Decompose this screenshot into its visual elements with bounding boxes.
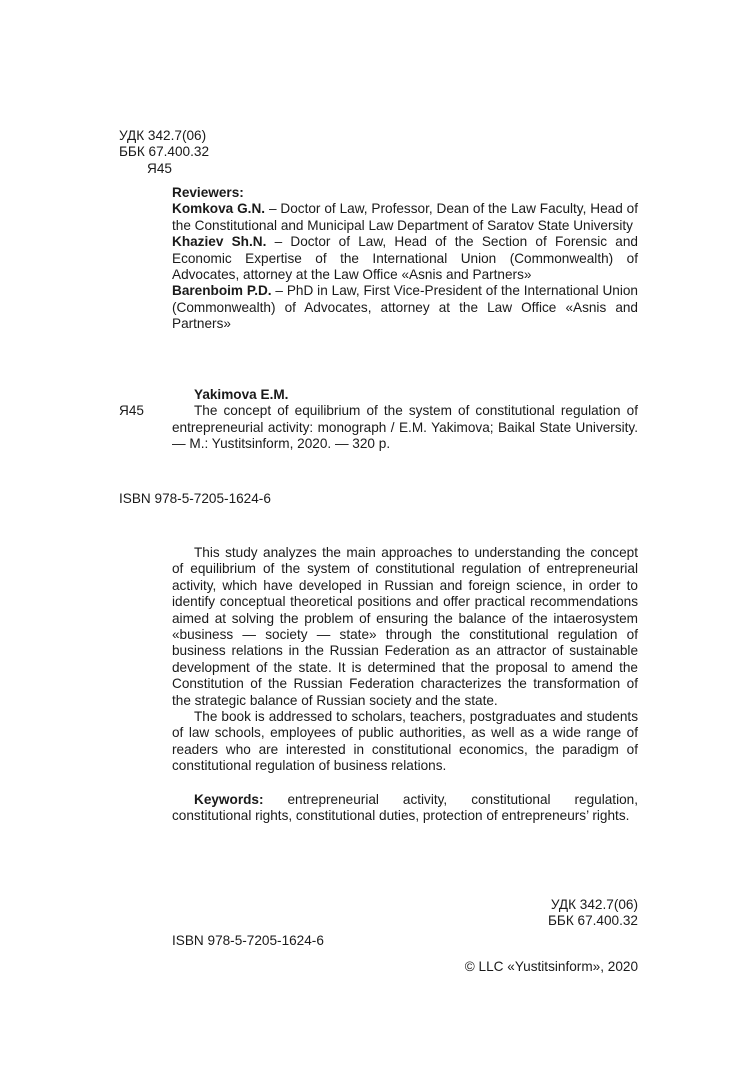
reviewer-entry xyxy=(172,234,638,283)
author-sign: Я45 xyxy=(147,160,172,176)
reviewer-details: – PhD in Law, First Vice-President of the International Union (Commonwealth) of Advocates, attorney at the Law Office «Asnis and Partners» xyxy=(172,283,638,332)
record-entry xyxy=(119,403,638,452)
footer-classification-codes xyxy=(460,897,638,930)
keywords-label: Keywords: xyxy=(194,791,264,807)
abstract-paragraph: This study analyzes the main approaches to understanding the concept of equilibrium of the system of constitutional regulation of entrepreneurial activity, which have developed in Russian and foreign science, in order to identify conceptual theoretical positions and offer practical recommendations aimed at solving the problem of ensuring the balance of the intaerosystem «business — society — state» through the constitutional regulation of business relations in the Russian Federation as an attractor of sustainable development of the state. It is determined that the proposal to amend the Constitution of the Russian Federation characterizes the transformation of the strategic balance of Russian society and the state. xyxy=(172,545,638,708)
keywords-text: entrepreneurial activity, constitutional regulation, constitutional rights, constitutional duties, protection of entrepreneurs’ rights. xyxy=(172,791,638,824)
footer-isbn: ISBN 978-5-7205-1624-6 xyxy=(172,933,324,948)
record-author-sign: Я45 xyxy=(119,403,144,419)
reviewer-name: Khaziev Sh.N. xyxy=(172,234,267,250)
reviewers-heading: Reviewers: xyxy=(172,185,244,200)
reviewers-section xyxy=(172,185,638,333)
isbn: ISBN 978-5-7205-1624-6 xyxy=(119,491,271,506)
udc-code: УДК 342.7(06) xyxy=(119,128,207,143)
record-description: The concept of equilibrium of the system of constitutional regulation of entrepreneurial activity: monograph / E.M. Yakimova; Baikal State University. — M.: Yustitsinform, 2020. — 320 p. xyxy=(172,403,638,452)
audience-paragraph: The book is addressed to scholars, teachers, postgraduates and students of law schools, employees of public authorities, as well as a wide range of readers who are interested in constitutional economics, the paradigm of constitutional regulation of business relations. xyxy=(172,709,638,774)
keywords-paragraph xyxy=(172,792,638,825)
abstract-section xyxy=(172,545,638,825)
record-author: Yakimova E.M. xyxy=(194,387,289,402)
bibliographic-record xyxy=(119,387,638,453)
reviewer-name: Komkova G.N. xyxy=(172,201,266,217)
classification-codes xyxy=(119,128,209,177)
copyright-notice: © LLC «Yustitsinform», 2020 xyxy=(464,959,638,974)
reviewer-entry xyxy=(172,201,638,234)
reviewer-details: – Doctor of Law, Professor, Dean of the Law Faculty, Head of the Constitutional and Municipal Law Department of Saratov State University xyxy=(172,201,638,233)
bbk-code: ББК 67.400.32 xyxy=(119,144,210,160)
reviewer-details: – Doctor of Law, Head of the Section of Forensic and Economic Expertise of the International Union (Commonwealth) of Advocates, attorney at the Law Office «Asnis and Partners» xyxy=(172,234,638,283)
reviewer-name: Barenboim P.D. xyxy=(172,283,272,299)
footer-bbk-code: ББК 67.400.32 xyxy=(547,913,638,929)
reviewer-entry xyxy=(172,283,638,332)
footer-udc-code: УДК 342.7(06) xyxy=(550,897,638,912)
